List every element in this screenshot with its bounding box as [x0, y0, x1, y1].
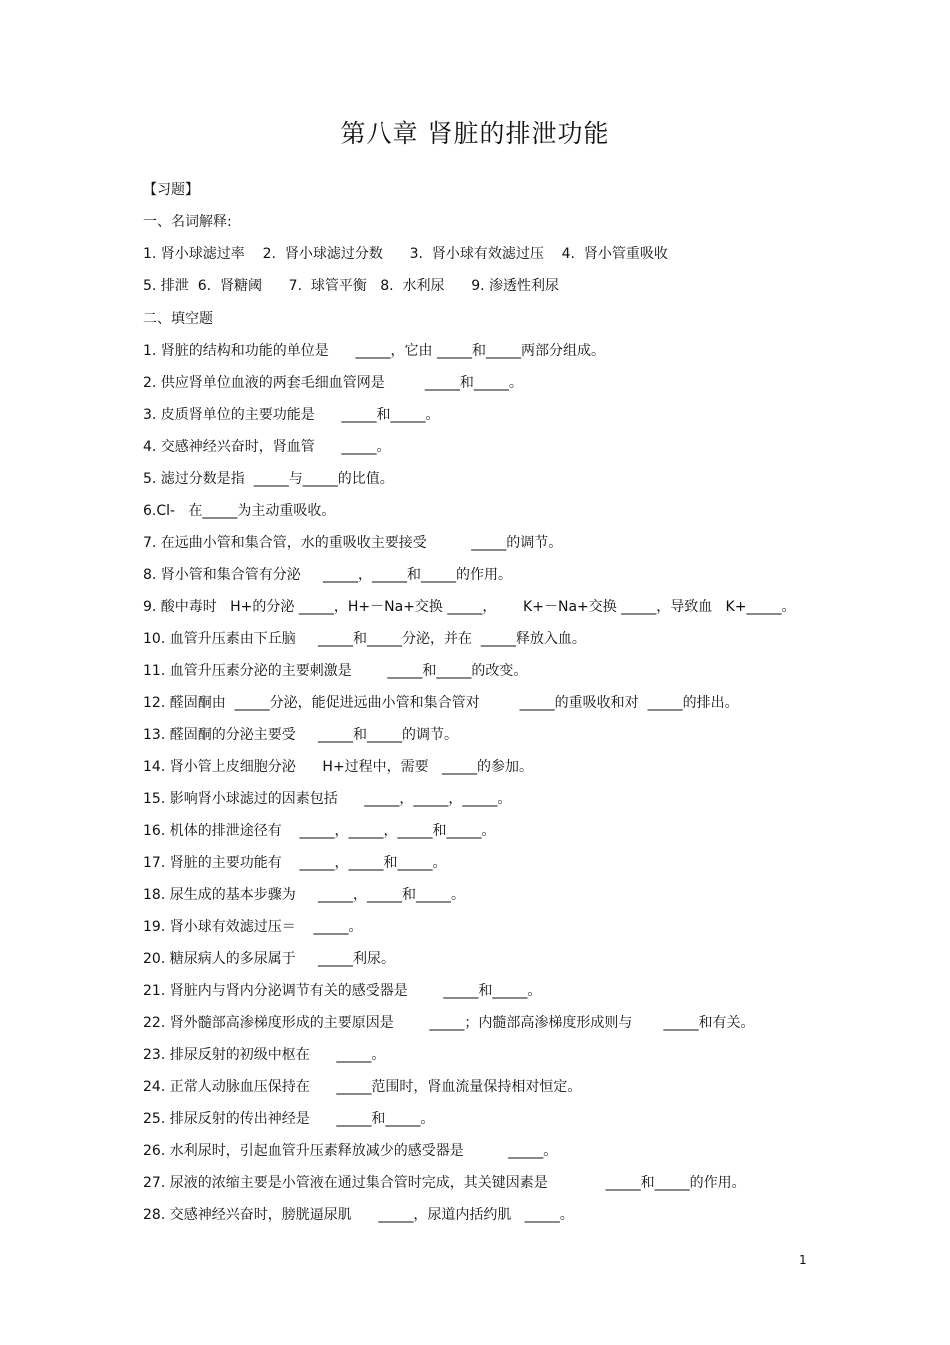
- section-heading-fill-in: 二、填空题: [143, 311, 213, 327]
- section-label-exercises: 【习题】: [143, 182, 199, 198]
- question-26: 26. 水利尿时，引起血管升压素释放减少的感受器是 _____。: [143, 1143, 558, 1159]
- question-9: 9. 酸中毒时 H+的分泌 _____，H+－Na+交换 _____， K+－Na+交换 _____，导致血 K+_____。: [143, 599, 796, 615]
- question-19: 19. 肾小球有效滤过压＝ _____。: [143, 919, 363, 935]
- question-16: 16. 机体的排泄途径有 _____，_____，_____和_____。: [143, 823, 496, 839]
- question-17: 17. 肾脏的主要功能有 _____，_____和_____。: [143, 855, 447, 871]
- question-8: 8. 肾小管和集合管有分泌 _____，_____和_____的作用。: [143, 567, 513, 583]
- terms-line-1: 1. 肾小球滤过率 2. 肾小球滤过分数 3. 肾小球有效滤过压 4. 肾小管重吸收: [143, 246, 668, 262]
- question-14: 14. 肾小管上皮细胞分泌 H+过程中，需要 _____的参加。: [143, 759, 534, 775]
- question-12: 12. 醛固酮由 _____分泌，能促进远曲小管和集合管对 _____的重吸收和对 _____的排出。: [143, 695, 739, 711]
- question-25: 25. 排尿反射的传出神经是 _____和_____。: [143, 1111, 435, 1127]
- question-24: 24. 正常人动脉血压保持在 _____范围时，肾血流量保持相对恒定。: [143, 1079, 582, 1095]
- question-13: 13. 醛固酮的分泌主要受 _____和_____的调节。: [143, 727, 458, 743]
- page-number: 1: [799, 1253, 807, 1267]
- question-23: 23. 排尿反射的初级中枢在 _____。: [143, 1047, 386, 1063]
- question-10: 10. 血管升压素由下丘脑 _____和_____分泌，并在 _____释放入血。: [143, 631, 586, 647]
- question-21: 21. 肾脏内与肾内分泌调节有关的感受器是 _____和_____。: [143, 983, 542, 999]
- question-7: 7. 在远曲小管和集合管，水的重吸收主要接受 _____的调节。: [143, 535, 563, 551]
- question-4: 4. 交感神经兴奋时，肾血管 _____。: [143, 439, 391, 455]
- document-title: 第八章 肾脏的排泄功能: [340, 119, 610, 148]
- question-11: 11. 血管升压素分泌的主要刺激是 _____和_____的改变。: [143, 663, 528, 679]
- question-27: 27. 尿液的浓缩主要是小管液在通过集合管时完成，其关键因素是 _____和_____的作用。: [143, 1175, 746, 1191]
- question-5: 5. 滤过分数是指 _____与_____的比值。: [143, 471, 394, 487]
- question-28: 28. 交感神经兴奋时，膀胱逼尿肌 _____，尿道内括约肌 _____。: [143, 1207, 574, 1223]
- section-heading-terms: 一、名词解释:: [143, 214, 232, 230]
- question-15: 15. 影响肾小球滤过的因素包括 _____，_____，_____。: [143, 791, 512, 807]
- question-22: 22. 肾外髓部高渗梯度形成的主要原因是 _____；内髓部高渗梯度形成则与 _____和有关。: [143, 1015, 755, 1031]
- question-3: 3. 皮质肾单位的主要功能是 _____和_____。: [143, 407, 440, 423]
- question-6: 6.Cl- 在_____为主动重吸收。: [143, 503, 336, 519]
- question-20: 20. 糖尿病人的多尿属于 _____利尿。: [143, 951, 395, 967]
- terms-line-2: 5. 排泄 6. 肾糖阈 7. 球管平衡 8. 水利尿 9. 渗透性利尿: [143, 278, 560, 294]
- question-1: 1. 肾脏的结构和功能的单位是 _____，它由 _____和_____两部分组成。: [143, 343, 605, 359]
- question-2: 2. 供应肾单位血液的两套毛细血管网是 _____和_____。: [143, 375, 523, 391]
- question-18: 18. 尿生成的基本步骤为 _____，_____和_____。: [143, 887, 465, 903]
